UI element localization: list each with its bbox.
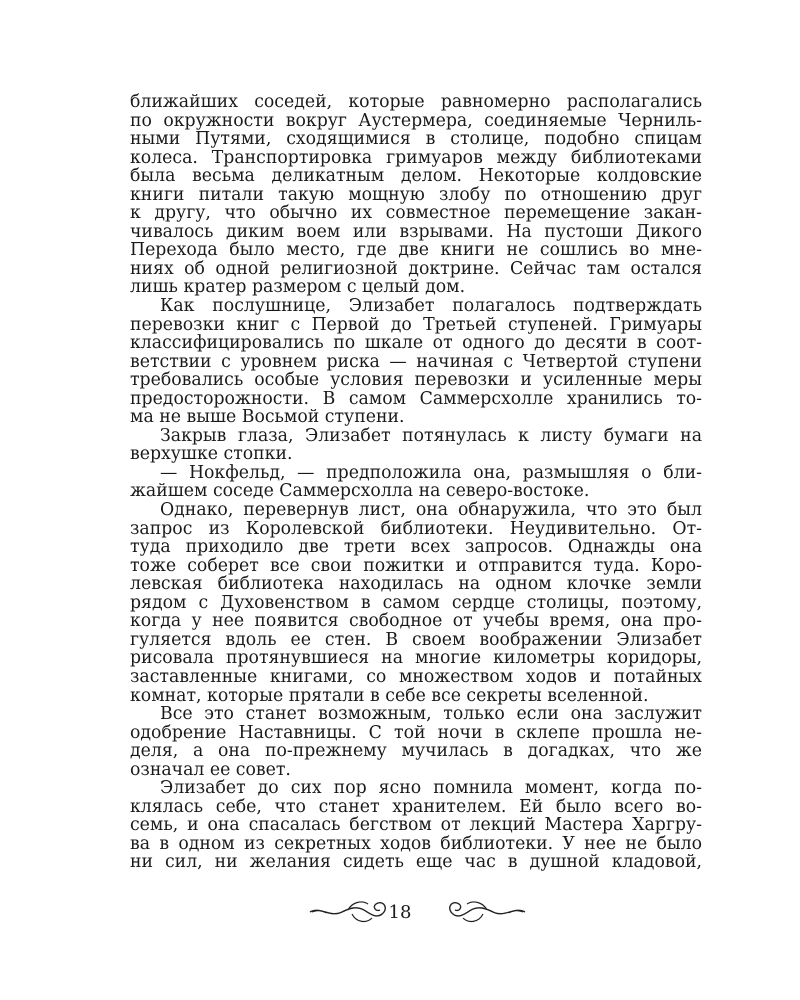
text-line: гуляется вдоль ее стен. В своем воображении Элизабет	[130, 629, 702, 650]
text-line: запрос из Королевской библиотеки. Неудивительно. От-	[130, 518, 702, 539]
text-line: перевозки книг с Первой до Третьей ступеней. Гримуары	[130, 314, 702, 335]
text-line: жайшем соседе Саммерсхолла на северо-востоке.	[130, 481, 590, 502]
page-number: 18	[388, 902, 412, 923]
text-line: деля, а она по-прежнему мучилась в догадках, что же	[130, 741, 702, 762]
text-line: ными Путями, сходящимися в столице, подобно спицам	[130, 129, 702, 150]
text-line: клялась себе, что станет хранителем. Ей было всего во-	[130, 796, 702, 817]
text-line: требовались особые условия перевозки и усиленные меры	[130, 370, 702, 391]
text-line: Однако, перевернув лист, она обнаружила, что это был	[160, 500, 702, 521]
right-flourish-icon	[445, 898, 527, 928]
text-line: Как послушнице, Элизабет полагалось подтверждать	[160, 296, 702, 317]
text-line: колеса. Транспортировка гримуаров между библиотеками	[130, 147, 702, 168]
text-line: классифицировались по шкале от одного до десяти в соот-	[130, 333, 702, 354]
text-line: предосторожности. В самом Саммерсхолле хранились то-	[130, 388, 702, 409]
text-line: рядом с Духовенством в самом сердце столицы, поэтому,	[130, 592, 702, 613]
text-line: Закрыв глаза, Элизабет потянулась к листу бумаги на	[160, 425, 702, 446]
text-line: Все это станет возможным, только если она заслужит	[160, 704, 702, 725]
text-line: была весьма деликатным делом. Некоторые колдовские	[130, 166, 702, 187]
text-line: одобрение Наставницы. С той ночи в склепе прошла не-	[130, 722, 702, 743]
text-line: чивалось диким воем или взрывами. На пустоши Дикого	[130, 221, 702, 242]
text-line: семь, и она спасалась бегством от лекций Мастера Харгру-	[130, 815, 702, 836]
text-line: книги питали такую мощную злобу по отношению друг	[130, 184, 702, 205]
text-line: когда у нее появится свободное от учебы время, она про-	[130, 611, 702, 632]
text-line: к другу, что обычно их совместное перемещение закан-	[130, 203, 702, 224]
text-line: ва в одном из секретных ходов библиотеки. У нее не было	[130, 833, 702, 854]
text-line: тоже соберет все свои пожитки и отправится туда. Коро-	[130, 555, 702, 576]
text-line: верхушке стопки.	[130, 444, 293, 465]
text-line: Перехода было место, где две книги не сошлись во мне-	[130, 240, 702, 261]
text-line: ни сил, ни желания сидеть еще час в душной кладовой,	[130, 852, 702, 873]
text-line: — Нокфельд, — предположила она, размышляя о бли-	[160, 462, 702, 483]
text-line: лишь кратер размером с целый дом.	[130, 277, 466, 298]
text-line: ниях об одной религиозной доктрине. Сейчас там остался	[130, 258, 702, 279]
text-line: комнат, которые прятали в себе все секреты вселенной.	[130, 685, 649, 706]
text-line: рисовала протянувшиеся на многие километры коридоры,	[130, 648, 702, 669]
text-line: туда приходило две трети всех запросов. Однажды она	[130, 537, 702, 558]
text-line: ма не выше Восьмой ступени.	[130, 407, 405, 428]
page-footer	[0, 898, 800, 938]
text-line: означал ее совет.	[130, 759, 291, 780]
body-text	[130, 93, 702, 872]
text-line: ближайших соседей, которые равномерно располагались	[130, 92, 702, 112]
text-line: по окружности вокруг Аустермера, соединяемые Черниль-	[130, 110, 702, 131]
text-line: левская библиотека находилась на одном клочке земли	[130, 574, 702, 595]
text-line: заставленные книгами, со множеством ходов и потайных	[130, 666, 702, 687]
text-line: Элизабет до сих пор ясно помнила момент, когда по-	[160, 778, 702, 799]
text-line: ветствии с уровнем риска — начиная с Четвертой ступени	[130, 351, 702, 372]
